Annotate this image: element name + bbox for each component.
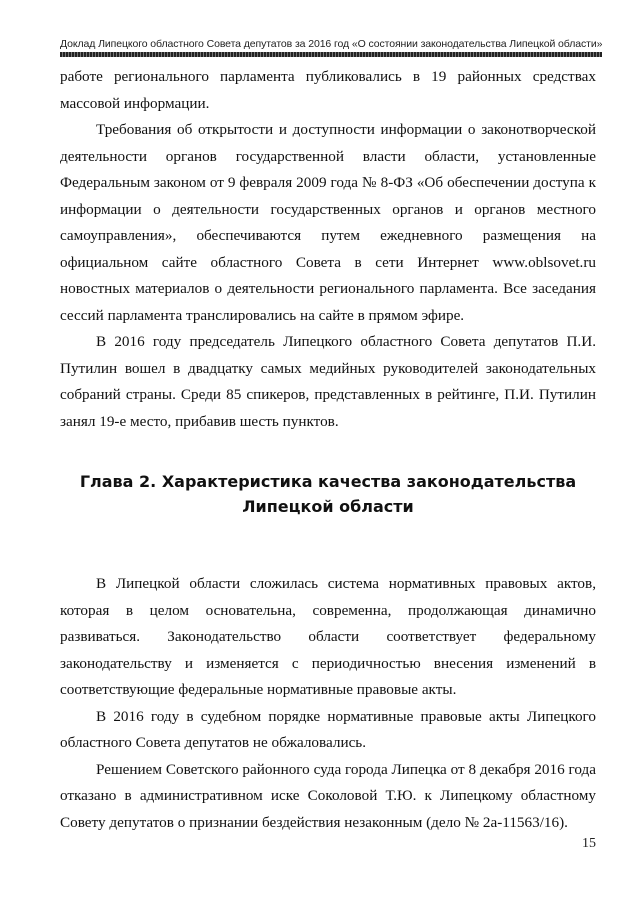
- paragraph-media-rating: В 2016 году председатель Липецкого областного Совета депутатов П.И. Путилин вошел в двадцатку самых медийных руководителей законодательных собраний страны. Среди 85 спикеров, представленных в рейтинге, П.И. Путилин занял 19-е место, прибавив шесть пунктов.: [60, 333, 596, 430]
- running-header: Доклад Липецкого областного Совета депутатов за 2016 год «О состоянии законодательства Липецкой области»: [60, 38, 603, 50]
- page-number: 15: [582, 836, 596, 851]
- chapter-title: [60, 469, 596, 519]
- paragraph-no-appeals: В 2016 году в судебном порядке нормативные правовые акты Липецкого областного Совета депутатов не обжаловались.: [60, 707, 596, 751]
- paragraph-openness-requirements: Требования об открытости и доступности информации о законотворческой деятельности органов государственной власти области, установленные Федеральным законом от 9 февраля 2009 года № 8-ФЗ «Об обеспечении доступа к информации о деятельности государственных органов и органов местного самоуправления», обеспечиваются путем ежедневного размещения на официальном сайте областного Совета в сети Интернет www.oblsovet.ru новостных материалов о деятельности регионального парламента. Все заседания сессий парламента транслировались на сайте в прямом эфире.: [60, 121, 596, 324]
- document-body: [60, 64, 596, 836]
- paragraph-continuation: работе регионального парламента публиковались в 19 районных средствах массовой информации.: [60, 68, 596, 112]
- paragraph-court-decision: Решением Советского районного суда города Липецка от 8 декабря 2016 года отказано в административном иске Соколовой Т.Ю. к Липецкому областному Совету депутатов о признании бездействия незаконным (дело № 2а-11563/16).: [60, 760, 596, 831]
- header-rule: [60, 52, 602, 57]
- chapter-title-line-1: Глава 2. Характеристика качества законодательства: [79, 472, 577, 491]
- chapter-title-line-2: Липецкой области: [242, 497, 414, 516]
- paragraph-legal-system: В Липецкой области сложилась система нормативных правовых актов, которая в целом основательна, современна, продолжающая динамично развиваться. Законодательство области соответствует федеральному законодательству и изменяется с периодичностью внесения изменений в соответствующие федеральные нормативные правовые акты.: [60, 575, 596, 698]
